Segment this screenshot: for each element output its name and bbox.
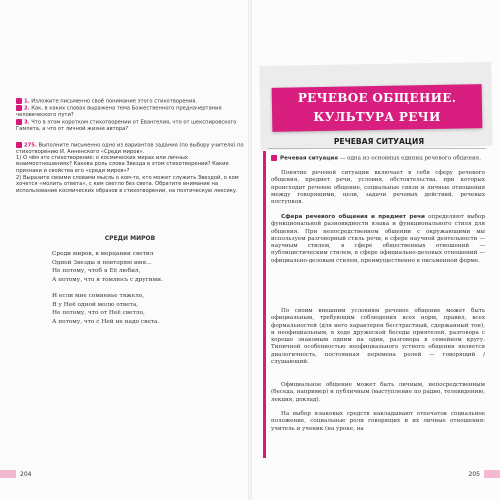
poem-stanza-1: Среди миров, в мерцании светил Одной Звезды я повторяю имя... Не потому, чтоб я Её любил, А потому, что я томлюсь с другими. — [52, 251, 163, 283]
side-accent-bar — [263, 151, 266, 458]
paragraph-6: На выбор языковых средств накладывают отпечаток социальное положение, социальные роли говорящих и их личные отношения: учитель и ученик (на уроке, на — [271, 411, 485, 432]
footer-strip — [484, 470, 500, 478]
page-number-right: 205 — [468, 471, 480, 478]
question-1: 1. Изложите письменно своё понимание этого стихотворения. — [16, 98, 244, 105]
question-2: 2. Как, в каких словах выражена тема Божественного предначертания человеческого пути? — [16, 105, 222, 118]
chapter-title-line-1: РЕЧЕВОЕ ОБЩЕНИЕ. — [297, 91, 457, 105]
question-marker-icon — [16, 105, 22, 111]
book-gutter — [248, 0, 252, 500]
paragraph-4: По своим внешним условиям речевое общение может быть официальным, требующим соблюдения всех норм, правил, всех формальностей (для него характерен бесстрастный, сдержанный тон), и неофициальным, в ходе дружеской беседы приятелей, разговора с хорошо знакомым одним на один, разговора в семейном кругу. Типичной особенностью неофициального устного общения является диалогичность, постоянная перемена ролей — говорящий / слушающий. — [271, 308, 485, 365]
definition-paragraph: Речевая ситуация — одна из основных единиц речевого общения. — [271, 155, 485, 163]
poem-title: СРЕДИ МИРОВ — [104, 235, 156, 242]
question-3: 3. Что в этом коротком стихотворении от Евангелия, что от шекспировского Гамлета, а что от личной жизни автора? — [16, 119, 237, 132]
exercise-marker-icon — [16, 142, 22, 148]
exercise-275-task-1: 1) О чём это стихотворение: о космических мирах или личных взаимоотношениях? Какова роль слова Звезда в этом стихотворении? Какие признаки и свойства его «среди миров»? — [16, 155, 229, 174]
page-number-left: 204 — [20, 471, 32, 478]
question-marker-icon — [16, 119, 22, 125]
exercise-275-task-2: 2) Выразите своими словами мысль о ком-то, кто может служить Звездой, о ком хочется «молить ответа», с кем светло без света. Обратите внимание на использование космических образов в стихотворении, на поэтическую лексику. — [16, 175, 239, 194]
poem-stanza-2: И если мне сомненье тяжело, Я у Неё одной молю ответа, Не потому, что от Неё светло, А потому, что с Ней не надо света. — [52, 293, 160, 325]
paragraph-2: Понятие речевой ситуации включает в себя сферу речевого общения, предмет речи, условия, обстоятельства, при которых происходит речевое общение, социальные связи и личные отношения между говорящими, цели, задачи речевых действий, речевых поступков. — [271, 170, 485, 206]
section-divider — [268, 148, 486, 149]
paragraph-5: Официальное общение может быть личным, непосредственным (беседа, например) и публичным (выступление по радио, телевидению, лекция, доклад). — [271, 382, 485, 403]
question-marker-icon — [16, 98, 22, 104]
paragraph-3: Сфера речевого общения и предмет речи определяют выбор функциональной разновидности языка и функционального стиля для общения. При непосредственном общении с окружающими мы используем разговорный стиль речи, в сфере научной деятельности — научным стилем, в сфере общественных отношений — публицистическим стилем, в сфере официально-деловых отношений — официально-деловым стилем, преимущественно в письменной форме. — [271, 214, 486, 264]
definition-marker-icon — [271, 155, 277, 161]
section-title: РЕЧЕВАЯ СИТУАЦИЯ — [333, 137, 425, 146]
chapter-title-line-2: КУЛЬТУРА РЕЧИ — [313, 110, 441, 124]
exercise-275: 275. Выполните письменно одно из вариантов задания (по выбору учителя) по стихотворению И. Анненского «Среди миров». — [16, 142, 244, 155]
footer-strip — [0, 470, 16, 478]
